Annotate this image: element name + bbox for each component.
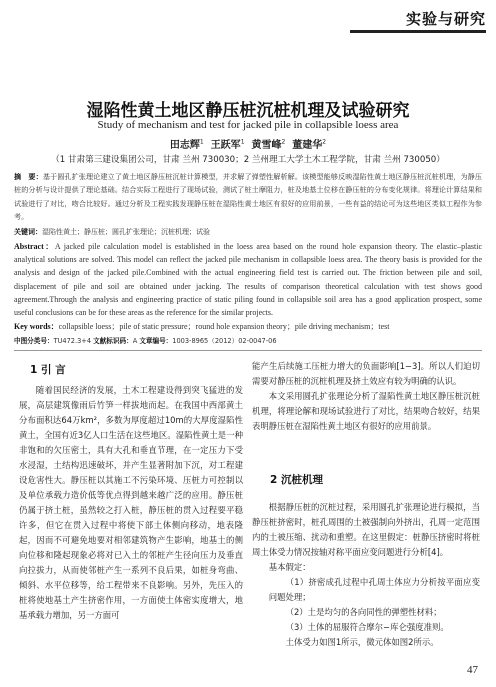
section-2-basic-assumption: 基本假定： — [268, 562, 311, 572]
keywords-cn — [14, 227, 482, 237]
keywords-en-label: Key words： — [14, 322, 59, 331]
keywords-cn-text: 湿陷性黄土；静压桩；圆孔扩张理论；沉桩机理；试验 — [42, 228, 210, 236]
author-1: 田志辉 — [169, 140, 200, 151]
author-4: 董建华 — [292, 140, 323, 151]
abstract-cn-text: 基于圆孔扩张理论建立了黄土地区静压桩沉桩计算模型，并求解了弹塑性解析解。该模型能够反映湿陷性黄土地区静压桩沉桩机理，为静压桩的分析与设计提供了理论基础。结合实际工程进行了现场试验，测试了桩土摩阻力，桩及地基土位移在静压桩的分布变化规律。将理论计算结果和试验进行了对比，吻合比较好。通过分析及工程实践发现静压桩在湿陷性黄土地区有很好的应用前景，一些有益的结论可为这些地区类似工程作为参考。 — [14, 172, 483, 222]
assumption-item-1: （1）挤密成孔过程中孔周土体应力分析按平面应变问题处理； — [268, 577, 480, 602]
author-2: 王跃军 — [210, 140, 241, 151]
doc-code-value: A — [132, 337, 138, 345]
page-number: 47 — [467, 664, 478, 676]
author-4-sup: 2 — [322, 138, 327, 146]
right-column — [252, 359, 480, 434]
section-1-paragraph-1: 随着国民经济的发展，土木工程建设得到突飞猛进的发展，高层建筑像雨后竹笋一样拔地而起。在我国中西部黄土分布面积达64万km²，多数为厚度超过10m的大厚度湿陷性黄土，全国有近3亿人口生活在这些地区。湿陷性黄土是一种非饱和的欠压密土，具有大孔和垂直节理，在一定压力下受水浸湿，土结构迅速破坏，并产生显著附加下沉，对工程建设危害性大。静压桩以其施工不污染环境、压桩力可控制以及单位承载力造价低等优点得到越来越广泛的应用。静压桩仍属于挤土桩，虽然较之打入桩，静压桩的贯入过程要平稳许多，但它在贯入过程中将使下部土体侧向移动，地表隆起，因而不可避免地要对相邻建筑物产生影响，地基土的侧向位移和隆起现象必将对已入土的邻桩产生径向压力及垂直向拉拔力，从而使邻桩产生一系列不良后果，如桩身弯曲、倾斜、水平位移等，给工程带来不良影响。另外，先压入的桩将使地基土产生挤密作用，一方面使土体密实度增大，地基承载力增加，另一方面可 — [19, 385, 243, 620]
right-column-section-2 — [252, 500, 480, 650]
clc-value: TU472.3+4 — [53, 337, 92, 345]
authors — [0, 136, 496, 151]
abstract-cn-label: 摘 要： — [14, 172, 43, 181]
article-id-label: 文章编号： — [139, 337, 173, 345]
figure-reference: 土体受力如图1所示，微元体如图2所示。 — [285, 637, 439, 647]
author-1-sup: 1 — [199, 138, 204, 146]
section-1-paragraph-3: 本文采用圆孔扩张理论分析了湿陷性黄土地区静压桩沉桩机理，将理论解和现场试验进行了对比，结果吻合较好，结果表明静压桩在湿陷性黄土地区有很好的应用前景。 — [252, 391, 480, 431]
author-3-sup: 2 — [281, 138, 286, 146]
abstract-en-text: A jacked pile calculation model is established in the loess area based on the round hole expansion theory. The elastic–plastic analytical solutions are solved. This model can reflect the jacked pile mechanism in collapsible loess area. The theory basis is provided for the analysis and design of the jacked pile.Combined with the actual engineering field test is carried out. The friction between pile and soil, displacement of pile and soil are obtained under jacking. The results of comparison theoretical calculation with test shows good agreement.Through the analysis and engineering practice of static piling found in collapsible soil area has a good application prospect, some useful conclusions can be for these areas as the reference for the similar projects. — [14, 242, 482, 318]
author-3: 黄雪峰 — [251, 140, 282, 151]
section-1-heading: 1 引 言 — [30, 364, 66, 376]
title-en: Study of mechanism and test for jacked pile in collapsible loess area — [97, 119, 399, 131]
doc-code-label: 文献标识码： — [93, 337, 133, 345]
keywords-cn-label: 关键词： — [14, 228, 42, 236]
divider — [14, 350, 482, 351]
abstract-en — [14, 240, 482, 319]
assumption-item-2: （2）土是均匀的各向同性的弹塑性材料； — [285, 607, 442, 617]
keywords-en-text: collapsible loess；pile of static pressure；round hole expansion theory；pile driving mechanism；test — [58, 322, 390, 331]
abstract-en-label: Abstract： — [14, 242, 55, 251]
section-2-paragraph-1: 根据静压桩的沉桩过程，采用圆孔扩张理论进行模拟，当静压桩挤密时，桩孔周围的土被强制向外挤出，孔周一定范围内的土被压缩、扰动和重塑。在这里假定：桩静压挤密时将桩周土体受力情况按轴对称平面应变问题进行分析[4]。 — [252, 502, 480, 557]
section-tag — [350, 8, 486, 33]
affiliation: （1 甘肃第三建设集团公司，甘肃 兰州 730030；2 兰州理工大学土木工程学院，甘肃 兰州 730050） — [51, 155, 445, 165]
article-id-value: 1003-8965（2012）02-0047-06 — [172, 337, 277, 345]
keywords-en — [14, 321, 482, 332]
section-1-paragraph-2: 能产生后续施工压桩力增大的负面影响[1−3]。所以人们迫切需要对静压桩的沉桩机理及挤土效应有较为明确的认识。 — [252, 361, 480, 386]
section-2-heading: 2 沉桩机理 — [270, 474, 323, 486]
assumption-item-3: （3）土体的屈服符合摩尔−库仑强度准则。 — [285, 622, 449, 632]
abstract-cn — [14, 170, 482, 224]
author-2-sup: 1 — [240, 138, 245, 146]
section-tag-label: 实验与研究 — [405, 10, 486, 28]
clc-label: 中图分类号： — [14, 337, 54, 345]
title-cn: 湿陷性黄土地区静压桩沉桩机理及试验研究 — [86, 101, 410, 121]
left-column — [19, 383, 243, 623]
classification-line — [14, 335, 482, 345]
